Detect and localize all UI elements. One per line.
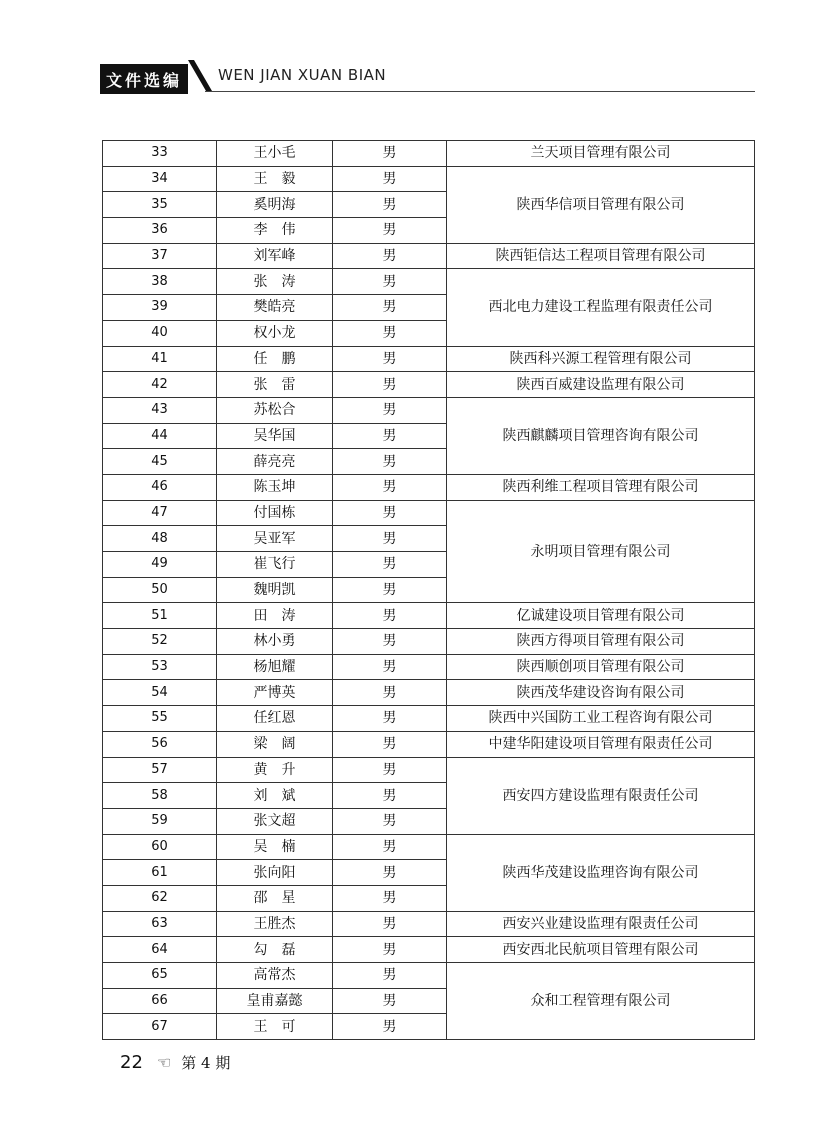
pointing-hand-icon: ☜: [156, 1052, 172, 1072]
company-cell: 陕西科兴源工程管理有限公司: [447, 346, 755, 372]
name-cell: 高常杰: [217, 963, 333, 989]
name-cell: 张 涛: [217, 269, 333, 295]
company-cell: 西北电力建设工程监理有限责任公司: [447, 269, 755, 346]
serial-number-cell: 46: [103, 474, 217, 500]
gender-cell: 男: [333, 885, 447, 911]
gender-cell: 男: [333, 577, 447, 603]
name-cell: 严博英: [217, 680, 333, 706]
table-row: [103, 629, 755, 655]
name-cell: 王胜杰: [217, 911, 333, 937]
serial-number-cell: 58: [103, 783, 217, 809]
serial-number-cell: 54: [103, 680, 217, 706]
gender-cell: 男: [333, 449, 447, 475]
page-footer: [120, 1050, 230, 1074]
company-cell: 陕西钜信达工程项目管理有限公司: [447, 243, 755, 269]
gender-cell: 男: [333, 834, 447, 860]
name-cell: 梁 阔: [217, 731, 333, 757]
table-row: [103, 474, 755, 500]
company-cell: 陕西百威建设监理有限公司: [447, 372, 755, 398]
serial-number-cell: 63: [103, 911, 217, 937]
gender-cell: 男: [333, 346, 447, 372]
page-header: [0, 0, 839, 100]
serial-number-cell: 36: [103, 218, 217, 244]
name-cell: 杨旭耀: [217, 654, 333, 680]
name-cell: 任红恩: [217, 706, 333, 732]
table-row: [103, 706, 755, 732]
serial-number-cell: 38: [103, 269, 217, 295]
section-subtitle: WEN JIAN XUAN BIAN: [218, 66, 387, 84]
table-row: [103, 166, 755, 192]
name-cell: 邵 星: [217, 885, 333, 911]
name-cell: 勾 磊: [217, 937, 333, 963]
gender-cell: 男: [333, 192, 447, 218]
gender-cell: 男: [333, 757, 447, 783]
gender-cell: 男: [333, 731, 447, 757]
company-cell: 兰天项目管理有限公司: [447, 141, 755, 167]
gender-cell: 男: [333, 474, 447, 500]
gender-cell: 男: [333, 423, 447, 449]
serial-number-cell: 44: [103, 423, 217, 449]
company-cell: 陕西方得项目管理有限公司: [447, 629, 755, 655]
serial-number-cell: 37: [103, 243, 217, 269]
serial-number-cell: 59: [103, 808, 217, 834]
serial-number-cell: 53: [103, 654, 217, 680]
name-cell: 任 鹏: [217, 346, 333, 372]
gender-cell: 男: [333, 397, 447, 423]
company-cell: 陕西麒麟项目管理咨询有限公司: [447, 397, 755, 474]
name-cell: 林小勇: [217, 629, 333, 655]
serial-number-cell: 45: [103, 449, 217, 475]
company-cell: 陕西顺创项目管理有限公司: [447, 654, 755, 680]
name-cell: 吴华国: [217, 423, 333, 449]
table-row: [103, 243, 755, 269]
gender-cell: 男: [333, 963, 447, 989]
serial-number-cell: 51: [103, 603, 217, 629]
name-cell: 皇甫嘉懿: [217, 988, 333, 1014]
name-cell: 魏明凯: [217, 577, 333, 603]
serial-number-cell: 47: [103, 500, 217, 526]
name-cell: 张文超: [217, 808, 333, 834]
serial-number-cell: 60: [103, 834, 217, 860]
table-row: [103, 397, 755, 423]
name-cell: 吴 楠: [217, 834, 333, 860]
serial-number-cell: 33: [103, 141, 217, 167]
table-row: [103, 937, 755, 963]
gender-cell: 男: [333, 1014, 447, 1040]
name-cell: 陈玉坤: [217, 474, 333, 500]
table-row: [103, 834, 755, 860]
gender-cell: 男: [333, 372, 447, 398]
name-cell: 崔飞行: [217, 552, 333, 578]
gender-cell: 男: [333, 783, 447, 809]
company-cell: 亿诚建设项目管理有限公司: [447, 603, 755, 629]
gender-cell: 男: [333, 860, 447, 886]
table-row: [103, 654, 755, 680]
serial-number-cell: 52: [103, 629, 217, 655]
serial-number-cell: 40: [103, 320, 217, 346]
company-cell: 西安西北民航项目管理有限公司: [447, 937, 755, 963]
name-cell: 奚明海: [217, 192, 333, 218]
name-cell: 刘军峰: [217, 243, 333, 269]
name-cell: 刘 斌: [217, 783, 333, 809]
gender-cell: 男: [333, 988, 447, 1014]
name-cell: 王小毛: [217, 141, 333, 167]
name-cell: 王 可: [217, 1014, 333, 1040]
gender-cell: 男: [333, 141, 447, 167]
table-row: [103, 141, 755, 167]
table-row: [103, 603, 755, 629]
serial-number-cell: 65: [103, 963, 217, 989]
company-cell: 陕西茂华建设咨询有限公司: [447, 680, 755, 706]
company-cell: 陕西华信项目管理有限公司: [447, 166, 755, 243]
gender-cell: 男: [333, 320, 447, 346]
company-cell: 西安兴业建设监理有限责任公司: [447, 911, 755, 937]
serial-number-cell: 56: [103, 731, 217, 757]
name-cell: 付国栋: [217, 500, 333, 526]
table-row: [103, 372, 755, 398]
serial-number-cell: 49: [103, 552, 217, 578]
company-cell: 陕西利维工程项目管理有限公司: [447, 474, 755, 500]
name-cell: 苏松合: [217, 397, 333, 423]
name-cell: 薛亮亮: [217, 449, 333, 475]
serial-number-cell: 50: [103, 577, 217, 603]
table-row: [103, 757, 755, 783]
serial-number-cell: 35: [103, 192, 217, 218]
serial-number-cell: 43: [103, 397, 217, 423]
table-row: [103, 680, 755, 706]
name-cell: 吴亚军: [217, 526, 333, 552]
gender-cell: 男: [333, 500, 447, 526]
table-row: [103, 731, 755, 757]
gender-cell: 男: [333, 808, 447, 834]
company-cell: 西安四方建设监理有限责任公司: [447, 757, 755, 834]
table-row: [103, 269, 755, 295]
table-row: [103, 963, 755, 989]
serial-number-cell: 42: [103, 372, 217, 398]
name-cell: 李 伟: [217, 218, 333, 244]
personnel-table-body: [103, 141, 755, 1040]
name-cell: 黄 升: [217, 757, 333, 783]
company-cell: 永明项目管理有限公司: [447, 500, 755, 603]
serial-number-cell: 62: [103, 885, 217, 911]
gender-cell: 男: [333, 603, 447, 629]
table-row: [103, 911, 755, 937]
serial-number-cell: 41: [103, 346, 217, 372]
section-badge: 文件选编: [100, 64, 188, 94]
gender-cell: 男: [333, 552, 447, 578]
gender-cell: 男: [333, 243, 447, 269]
gender-cell: 男: [333, 218, 447, 244]
serial-number-cell: 39: [103, 295, 217, 321]
name-cell: 权小龙: [217, 320, 333, 346]
company-cell: 众和工程管理有限公司: [447, 963, 755, 1040]
company-cell: 陕西中兴国防工业工程咨询有限公司: [447, 706, 755, 732]
company-cell: 中建华阳建设项目管理有限责任公司: [447, 731, 755, 757]
page-number: 22: [120, 1051, 143, 1073]
gender-cell: 男: [333, 166, 447, 192]
gender-cell: 男: [333, 526, 447, 552]
serial-number-cell: 48: [103, 526, 217, 552]
header-slash-decoration: [186, 60, 216, 94]
serial-number-cell: 67: [103, 1014, 217, 1040]
serial-number-cell: 66: [103, 988, 217, 1014]
gender-cell: 男: [333, 295, 447, 321]
name-cell: 王 毅: [217, 166, 333, 192]
serial-number-cell: 57: [103, 757, 217, 783]
name-cell: 樊皓亮: [217, 295, 333, 321]
gender-cell: 男: [333, 654, 447, 680]
gender-cell: 男: [333, 680, 447, 706]
serial-number-cell: 34: [103, 166, 217, 192]
header-rule: [205, 91, 755, 92]
serial-number-cell: 55: [103, 706, 217, 732]
gender-cell: 男: [333, 911, 447, 937]
table-row: [103, 500, 755, 526]
gender-cell: 男: [333, 629, 447, 655]
name-cell: 田 涛: [217, 603, 333, 629]
company-cell: 陕西华茂建设监理咨询有限公司: [447, 834, 755, 911]
gender-cell: 男: [333, 269, 447, 295]
table-row: [103, 346, 755, 372]
name-cell: 张向阳: [217, 860, 333, 886]
issue-label: 第 4 期: [181, 1053, 231, 1072]
serial-number-cell: 61: [103, 860, 217, 886]
personnel-table: [102, 140, 755, 1040]
name-cell: 张 雷: [217, 372, 333, 398]
serial-number-cell: 64: [103, 937, 217, 963]
gender-cell: 男: [333, 937, 447, 963]
gender-cell: 男: [333, 706, 447, 732]
